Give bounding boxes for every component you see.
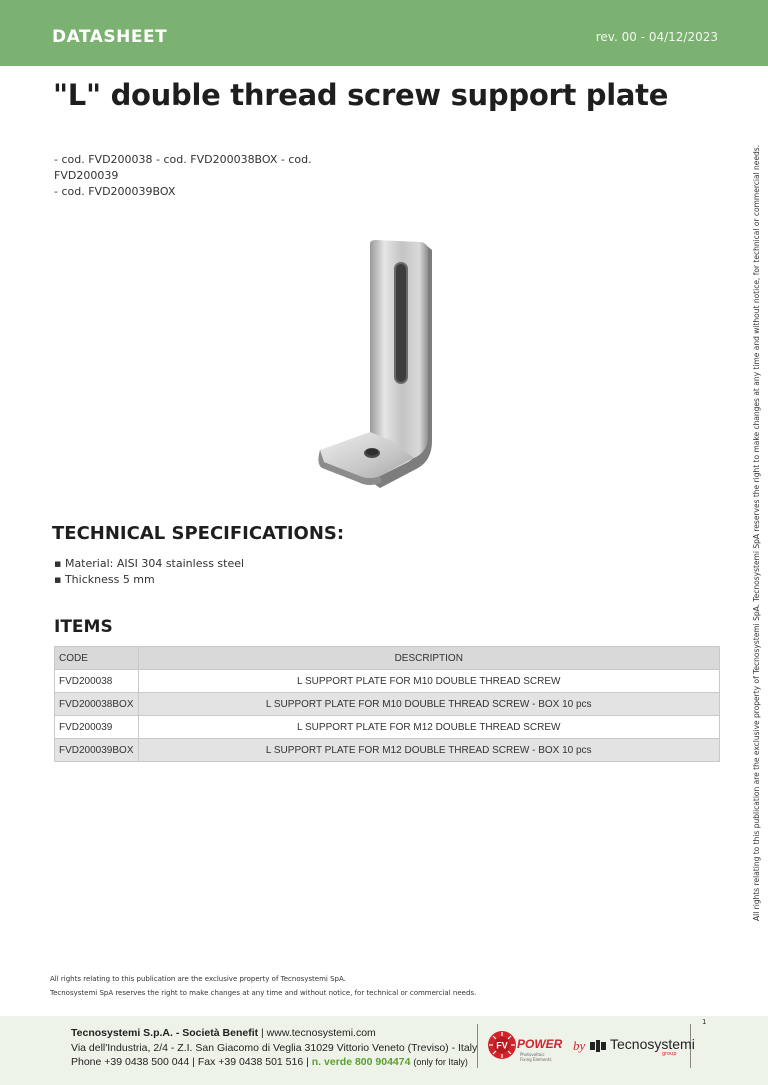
legal-line: Tecnosystemi SpA reserves the right to make changes at any time and without notice, for technical or commercial needs. xyxy=(50,989,477,997)
column-header-description: DESCRIPTION xyxy=(138,647,720,670)
company-name: Tecnosystemi S.p.A. - Società Benefit xyxy=(71,1027,259,1039)
company-line: Tecnosystemi S.p.A. - Società Benefit | www.tecnosystemi.com xyxy=(71,1027,376,1039)
cell-code: FVD200038 xyxy=(55,670,139,693)
product-codes xyxy=(54,152,354,200)
footer-divider xyxy=(477,1024,478,1068)
code-line: - cod. FVD200039BOX xyxy=(54,185,176,198)
cell-code: FVD200038BOX xyxy=(55,693,139,716)
toll-free-note: (only for Italy) xyxy=(413,1057,468,1067)
svg-text:FV: FV xyxy=(496,1040,508,1051)
header-title: DATASHEET xyxy=(52,27,168,47)
tecnosystemi-group: group xyxy=(662,1051,677,1057)
contact-line: Phone +39 0438 500 044 | Fax +39 0438 501 516 | n. verde 800 904474 (only for Italy) xyxy=(71,1056,468,1068)
product-image xyxy=(310,236,460,488)
code-line: - cod. FVD200038 - cod. FVD200038BOX - cod. xyxy=(54,153,312,166)
cell-description: L SUPPORT PLATE FOR M12 DOUBLE THREAD SCREW - BOX 10 pcs xyxy=(138,739,720,762)
company-info xyxy=(71,1026,477,1070)
tagline-line: Fixing Elements xyxy=(520,1057,552,1062)
table-header-row xyxy=(55,647,720,670)
toll-free: n. verde 800 904474 xyxy=(311,1056,411,1068)
table-row xyxy=(55,693,720,716)
tecnosystemi-brand: Tecnosystemi xyxy=(610,1036,695,1052)
cell-code: FVD200039 xyxy=(55,716,139,739)
table-row xyxy=(55,670,720,693)
page-title: "L" double thread screw support plate xyxy=(53,78,669,112)
table-row xyxy=(55,739,720,762)
cell-description: L SUPPORT PLATE FOR M10 DOUBLE THREAD SCREW - BOX 10 pcs xyxy=(138,693,720,716)
fv-power-tagline xyxy=(520,1052,552,1062)
spec-item: ▪ Material: AISI 304 stainless steel xyxy=(54,557,245,570)
fv-power-brand: POWER xyxy=(517,1037,563,1051)
website-link[interactable]: www.tecnosystemi.com xyxy=(266,1027,376,1039)
items-title: ITEMS xyxy=(54,617,113,637)
column-header-code: CODE xyxy=(55,647,139,670)
tagline-line: Photovoltaic xyxy=(520,1052,545,1057)
spec-text: Material: AISI 304 stainless steel xyxy=(64,557,245,570)
specs-list xyxy=(54,556,244,588)
by-label: by xyxy=(573,1038,586,1053)
cell-description: L SUPPORT PLATE FOR M12 DOUBLE THREAD SCREW xyxy=(138,716,720,739)
header-bar xyxy=(0,0,768,66)
fv-power-logo-icon xyxy=(487,1030,517,1060)
page-number: 1 xyxy=(702,1018,707,1026)
cell-description: L SUPPORT PLATE FOR M10 DOUBLE THREAD SCREW xyxy=(138,670,720,693)
fax: Fax +39 0438 501 516 xyxy=(197,1056,304,1068)
cell-code: FVD200039BOX xyxy=(55,739,139,762)
legal-line: All rights relating to this publication are the exclusive property of Tecnosystemi SpA. xyxy=(50,975,346,983)
side-rights-note: All rights relating to this publication are the exclusive property of Tecnosystemi SpA. Tecnosystemi SpA reserves the right to make changes at any time and without notice, for technical or commercial needs. xyxy=(752,144,761,921)
revision-label: rev. 00 - 04/12/2023 xyxy=(595,30,718,44)
address-line: Via dell'Industria, 2/4 - Z.I. San Giacomo di Veglia 31029 Vittorio Veneto (Treviso) - Italy xyxy=(71,1041,478,1054)
table-row xyxy=(55,716,720,739)
items-table xyxy=(54,646,720,762)
tecnosystemi-logo-icon xyxy=(590,1040,606,1052)
spec-item: ▪ Thickness 5 mm xyxy=(54,573,155,586)
phone: Phone +39 0438 500 044 xyxy=(71,1056,190,1068)
legal-notice xyxy=(50,972,476,1000)
spec-text: Thickness 5 mm xyxy=(64,573,155,586)
specs-title: TECHNICAL SPECIFICATIONS: xyxy=(52,523,345,544)
code-line: FVD200039 xyxy=(54,169,119,182)
